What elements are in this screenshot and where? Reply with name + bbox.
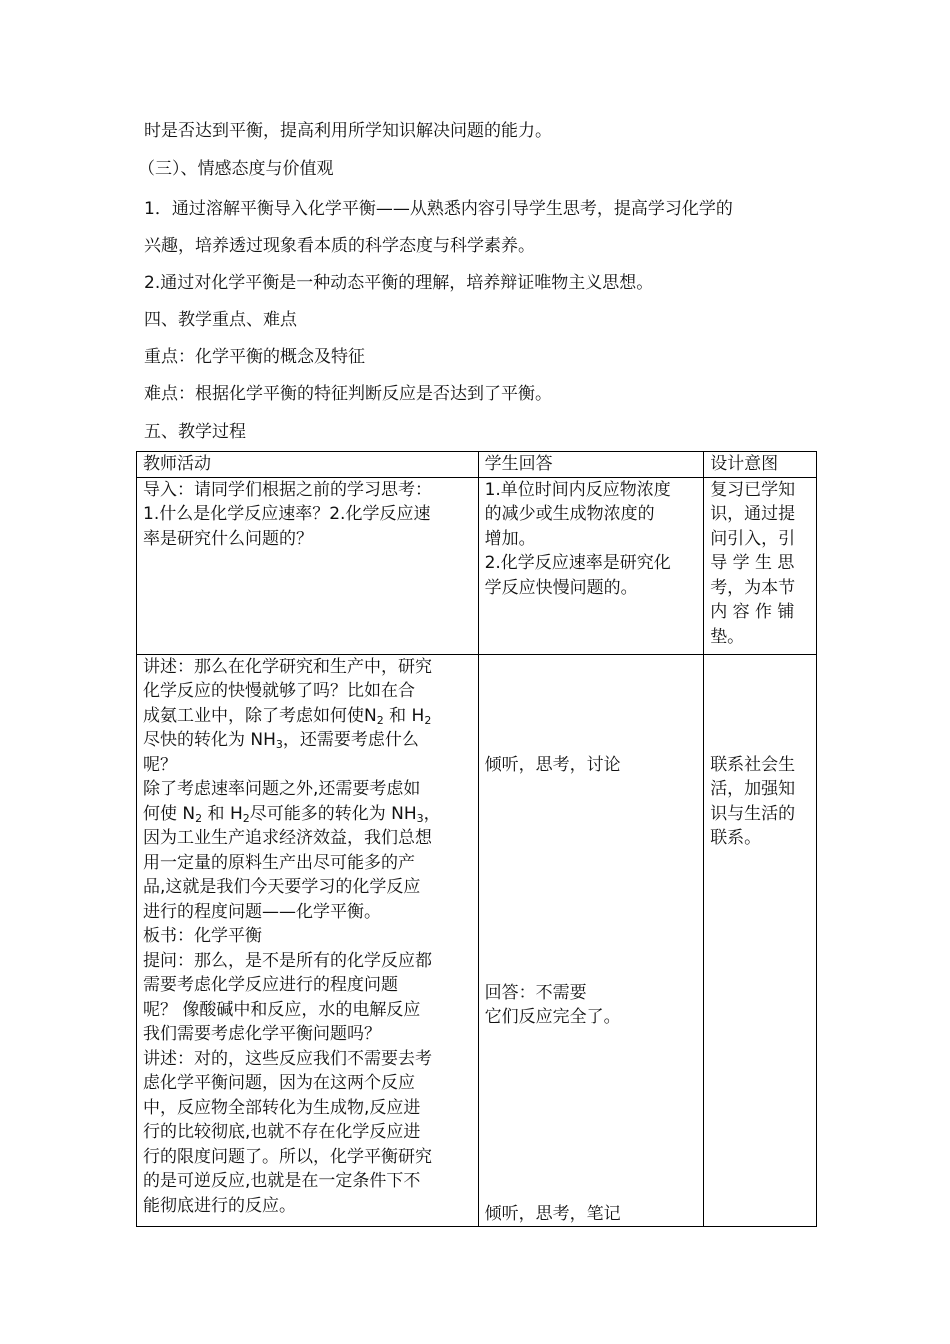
- row2-student-cell: [478, 654, 704, 1226]
- row2-teacher-line: 化学反应的快慢就够了吗？比如在合: [143, 681, 415, 701]
- row2-teacher-line: 提问：那么，是不是所有的化学反应都: [143, 950, 432, 971]
- subscript: 3: [275, 738, 283, 751]
- row1-intent-line: 内 容 作 铺: [710, 602, 795, 622]
- paragraph-difficult-point: 难点：根据化学平衡的特征判断反应是否达到了平衡。: [144, 384, 552, 404]
- text-segment: 和: [207, 803, 225, 824]
- row1-student-line: 的减少或生成物浓度的: [484, 504, 655, 524]
- header-student-answer: 学生回答: [478, 452, 704, 478]
- formula-h2: [230, 804, 250, 824]
- subscript: 2: [242, 811, 250, 825]
- text-segment: 尽可能多的转化为: [249, 803, 392, 824]
- row2-teacher-line: 板书：化学平衡: [143, 926, 262, 946]
- text-segment: 尽快的转化为: [143, 730, 251, 750]
- row1-student-line: 学反应快慢问题的。: [484, 577, 638, 598]
- heading-key-points: 四、教学重点、难点: [144, 310, 297, 330]
- row2-intent-line: 联系。: [710, 828, 762, 848]
- table-row-chemical-equilibrium: [137, 654, 817, 1226]
- student-answer-listen-notes: 倾听，思考，笔记: [484, 1203, 621, 1224]
- student-answer-not-needed: 回答：不需要: [484, 982, 587, 1003]
- row1-student-line: 增加。: [484, 528, 536, 549]
- row2-teacher-line: [143, 704, 472, 729]
- paragraph-ability: 时是否达到平衡，提高利用所学知识解决问题的能力。: [144, 121, 552, 141]
- row2-teacher-line: 讲述：那么在化学研究和生产中，研究: [143, 656, 432, 677]
- row2-teacher-line: 呢？ 像酸碱中和反应，水的电解反应: [143, 999, 421, 1020]
- subscript: 2: [195, 811, 203, 825]
- row1-student-cell: [478, 477, 704, 654]
- student-answer-listen-discuss: 倾听，思考，讨论: [484, 754, 621, 775]
- element-nh: NH: [250, 730, 276, 750]
- table-row-intro: [137, 477, 817, 654]
- subscript: 2: [424, 713, 432, 727]
- text-segment: 成氨工业中，除了考虑如何使: [143, 705, 364, 726]
- element-n: N: [182, 803, 196, 824]
- student-answer-complete: 它们反应完全了。: [484, 1006, 621, 1027]
- row2-teacher-cell: [137, 654, 479, 1226]
- row2-teacher-line: 呢？: [143, 754, 177, 775]
- text-segment: ，: [423, 803, 441, 824]
- formula-n2: [182, 804, 202, 824]
- row2-teacher-line: 行的限度问题了。所以，化学平衡研究: [143, 1146, 432, 1167]
- row2-intent-line: 活，加强知: [710, 779, 796, 799]
- row2-teacher-line: 需要考虑化学反应进行的程度问题: [143, 975, 398, 995]
- row1-intent-line: 导 学 生 思: [710, 553, 795, 573]
- row2-teacher-line: 我们需要考虑化学平衡问题吗？: [143, 1024, 381, 1044]
- row1-intent-line: 考，为本节: [710, 577, 796, 598]
- row2-teacher-line: 进行的程度问题——化学平衡。: [143, 901, 381, 922]
- row1-student-line: 1.单位时间内反应物浓度: [484, 479, 671, 500]
- row1-teacher-line: 1.什么是化学反应速率？2.化学反应速: [143, 504, 431, 524]
- element-h: H: [229, 803, 243, 824]
- row2-intent-line: 联系社会生: [710, 754, 796, 775]
- teaching-process-table: [136, 451, 817, 1227]
- row1-intent-line: 问引入，引: [710, 528, 796, 549]
- row2-teacher-line: [143, 802, 472, 827]
- subscript: 3: [416, 811, 424, 825]
- element-h: H: [411, 705, 425, 726]
- formula-nh3: [250, 730, 283, 750]
- row2-teacher-line: 虑化学平衡问题，因为在这两个反应: [143, 1073, 415, 1093]
- formula-nh3: [391, 804, 424, 824]
- subscript: 2: [376, 713, 384, 727]
- row1-teacher-line: 率是研究什么问题的？: [143, 528, 313, 549]
- text-segment: 何使: [143, 803, 183, 824]
- row2-teacher-line: 能彻底进行的反应。: [143, 1195, 296, 1216]
- row2-teacher-line: [143, 728, 472, 753]
- paragraph-key-point: 重点：化学平衡的概念及特征: [144, 347, 365, 367]
- row2-teacher-line: 行的比较彻底,也就不存在化学反应进: [143, 1122, 421, 1142]
- text-segment: ，还需要考虑什么: [282, 730, 419, 750]
- row2-teacher-line: 用一定量的原料生产出尽可能多的产: [143, 852, 415, 873]
- row1-student-line: 2.化学反应速率是研究化: [484, 553, 671, 573]
- header-teacher-activity: 教师活动: [137, 452, 479, 478]
- paragraph-goal-1-line-2: 兴趣，培养透过现象看本质的科学态度与科学素养。: [144, 236, 535, 256]
- formula-n2: [364, 706, 384, 726]
- row2-teacher-line: 品,这就是我们今天要学习的化学反应: [143, 877, 421, 897]
- row2-teacher-line: 因为工业生产追求经济效益，我们总想: [143, 828, 432, 848]
- text-segment: 和: [389, 705, 407, 726]
- heading-teaching-process: 五、教学过程: [144, 422, 246, 442]
- row1-teacher-line: 导入：请同学们根据之前的学习思考：: [143, 479, 432, 500]
- row1-intent-line: 垫。: [710, 626, 745, 647]
- row2-intent-cell: [704, 654, 817, 1226]
- table-header-row: [137, 452, 817, 478]
- paragraph-goal-1-line-1: 1．通过溶解平衡导入化学平衡——从熟悉内容引导学生思考，提高学习化学的: [144, 199, 733, 219]
- heading-emotion-attitude-values: （三）、情感态度与价值观: [138, 159, 334, 179]
- row2-teacher-line: 中，反应物全部转化为生成物,反应进: [143, 1097, 421, 1118]
- header-design-intent: 设计意图: [704, 452, 817, 478]
- row2-teacher-line: 的是可逆反应,也就是在一定条件下不: [143, 1171, 421, 1191]
- row1-teacher-cell: [137, 477, 479, 654]
- element-n: N: [364, 705, 377, 726]
- formula-h2: [412, 706, 432, 726]
- row2-teacher-line: 讲述：对的，这些反应我们不需要去考: [143, 1048, 432, 1069]
- row1-intent-cell: [704, 477, 817, 654]
- row2-intent-line: 识与生活的: [710, 803, 796, 824]
- paragraph-goal-2: 2.通过对化学平衡是一种动态平衡的理解，培养辩证唯物主义思想。: [144, 273, 654, 293]
- row1-intent-line: 识，通过提: [710, 504, 796, 524]
- row1-intent-line: 复习已学知: [710, 479, 796, 500]
- element-nh: NH: [391, 803, 417, 824]
- row2-teacher-line: 除了考虑速率问题之外,还需要考虑如: [143, 779, 421, 799]
